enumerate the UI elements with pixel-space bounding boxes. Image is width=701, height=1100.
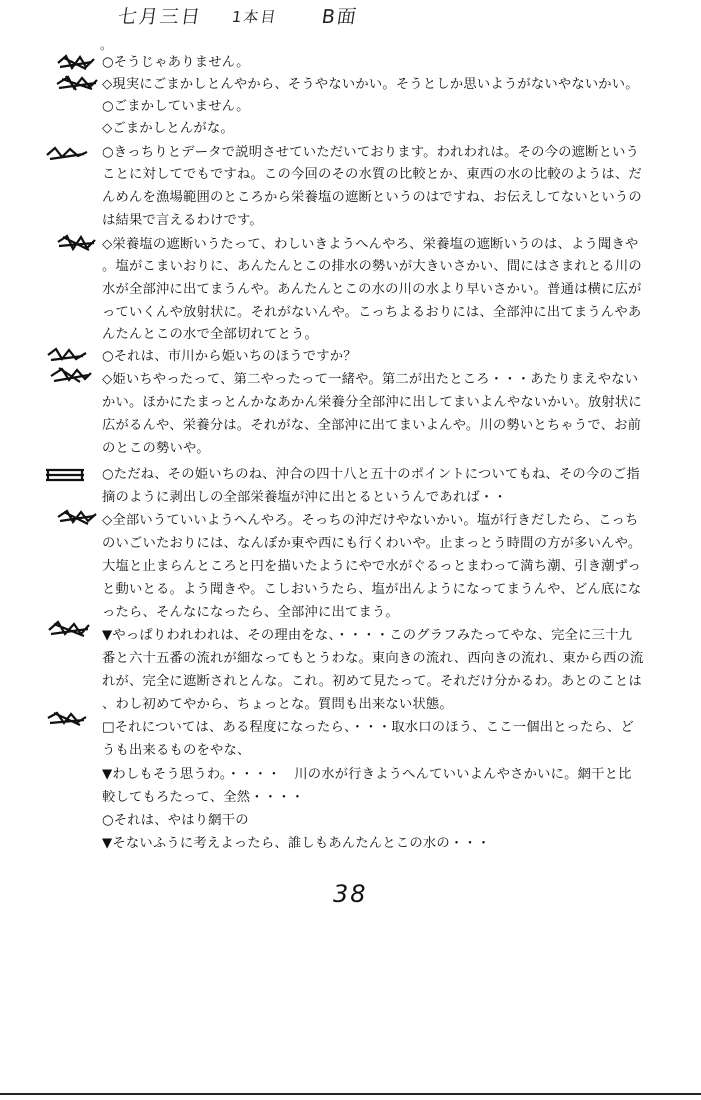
- transcript-line: 、わし初めてやから、ちょっとな。質問も出来ない状態。: [102, 697, 453, 712]
- redaction-mark: [46, 710, 88, 728]
- redaction-mark: [44, 466, 86, 484]
- transcript-line: ○そうじゃありません。: [102, 55, 250, 70]
- handwritten-group: 1本目: [230, 8, 279, 26]
- transcript-line: んめんを漁場範囲のところから栄養塩の遮断というのはですね、お伝えしてないというの: [102, 190, 642, 205]
- handwritten-date: 七月三日: [116, 6, 204, 28]
- transcript-line: 大塩と止まらんところと円を描いたようにやで水がぐるっとまわって満ち潮、引き潮ずっ: [102, 559, 641, 574]
- transcript-line: ○ごまかしていません。: [102, 99, 250, 114]
- transcript-line: ことに対してでもですね。この今回のその水質の比較とか、東西の水の比較のようは、だ: [102, 167, 642, 182]
- transcript-line: ◇全部いうていいようへんやろ。そっちの沖だけやないかい。塩が行きだしたら、こっち: [102, 513, 639, 528]
- transcript-line: んたんとこの水で全部切れてとう。: [102, 327, 318, 342]
- transcript-line: 摘のように剥出しの全部栄養塩が沖に出とるというんであれば・・: [102, 490, 507, 505]
- transcript-line: ◇現実にごまかしとんやから、そうやないかい。そうとしか思いようがないやないかい。: [102, 77, 639, 92]
- redaction-mark: [46, 346, 88, 364]
- handwritten-page-side: B面: [320, 6, 360, 28]
- transcript-line: うも出来るものをやな、: [102, 743, 251, 758]
- transcript-line: 広がるんや、栄養分は。それがな、全部沖に出てまいよんや。川の勢いとちゃうで、お前: [102, 418, 642, 433]
- transcript-line: れが、完全に遮断されとんな。これ。初めて見たって。それだけ分かるわ。あとのことは: [102, 674, 642, 689]
- transcript-line: 較してもろたって、全然・・・・: [102, 790, 305, 805]
- transcript-line: ○ただね、その姫いちのね、沖合の四十八と五十のポイントについてもね、その今のご指: [102, 467, 640, 482]
- transcript-line: 水が全部沖に出てまうんや。あんたんとこの水の川の水より早いさかい。普通は横に広が: [102, 282, 642, 297]
- transcript-line: かい。ほかにたまっとんかなあかん栄養分全部沖に出してまいよんやないかい。放射状に: [102, 395, 642, 410]
- redaction-mark: [50, 366, 92, 384]
- redaction-mark: [56, 74, 98, 92]
- transcript-line: ▼わしもそう思うわ。・・・・ 川の水が行きようへんていいよんやさかいに。網干と比: [102, 767, 632, 782]
- transcript-line: は結果で言えるわけです。: [102, 213, 263, 228]
- transcript-line: ▼そないふうに考えよったら、誰しもあんたんとこの水の・・・: [102, 836, 491, 851]
- transcript-line: ったら、そんなになったら、全部沖に出てまう。: [102, 605, 399, 620]
- transcript-line: のとこの勢いや。: [102, 441, 210, 456]
- redaction-mark: [56, 234, 98, 252]
- redaction-mark: [56, 508, 98, 526]
- transcript-line: ◇栄養塩の遮断いうたって、わしいきようへんやろ、栄養塩の遮断いうのは、よう聞きや: [102, 237, 639, 252]
- footer-rule: [0, 1093, 701, 1095]
- transcript-line: っていくんや放射状に。それがないんや。こっちよるおりには、全部沖に出てまうんやあ: [102, 305, 642, 320]
- transcript-line: ◇姫いちやったって、第二やったって一緒や。第二が出たところ・・・あたりまえやない: [102, 372, 639, 387]
- redaction-mark: [48, 620, 90, 638]
- page-number: 38: [333, 880, 368, 908]
- transcript-line: と動いとる。よう聞きや。こしおいうたら、塩が出んようになってまうんや、どん底にな: [102, 582, 642, 597]
- transcript-line: 。塩がこまいおりに、あんたんとこの排水の勢いが大きいさかい、間にはさまれとる川の: [102, 259, 642, 274]
- transcript-line: ○それは、市川から姫いちのほうですか？: [102, 349, 357, 364]
- transcript-line: 番と六十五番の流れが細なってもとうわな。東向きの流れ、西向きの流れ、東から西の流: [102, 651, 644, 666]
- transcript-line: ▼やっぱりわれわれは、その理由をな、・・・・このグラフみたってやな、完全に三十九: [102, 628, 633, 643]
- transcript-line: のいごいたおりには、なんぼか東や西にも行くわいや。止まっとう時間の方が多いんや。: [102, 536, 642, 551]
- redaction-mark: [56, 54, 98, 72]
- transcript-line: ◇ごまかしとんがな。: [102, 121, 234, 136]
- transcript-line: ○それは、やはり網干の: [102, 813, 249, 828]
- redaction-mark: [46, 144, 88, 162]
- transcript-line: ○きっちりとデータで説明させていただいております。われわれは。その今の遮断という: [102, 145, 640, 160]
- transcript-line: □それについては、ある程度になったら、・・・取水口のほう、ここ一個出とったら、ど: [102, 720, 634, 735]
- stray-dot: 。: [100, 38, 113, 52]
